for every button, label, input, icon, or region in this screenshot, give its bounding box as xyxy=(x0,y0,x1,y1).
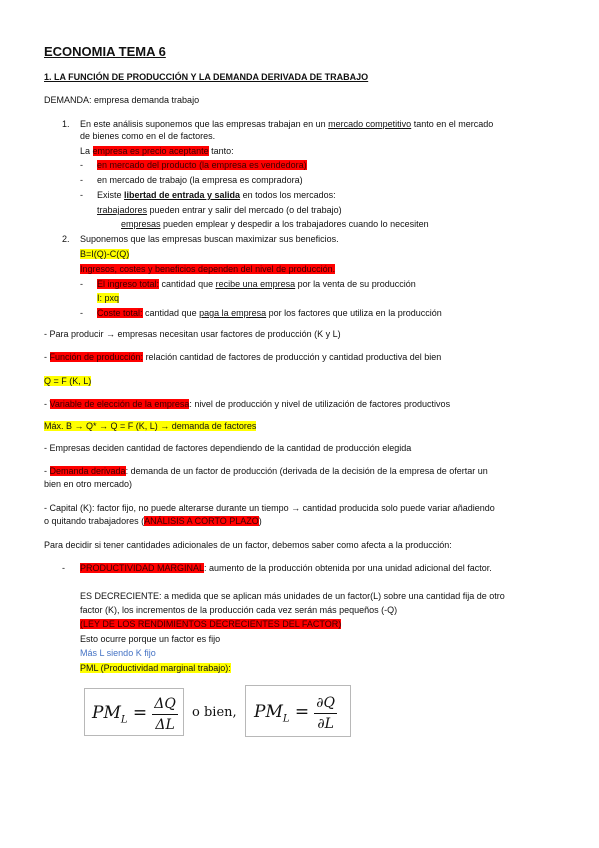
bullet-dash: - xyxy=(80,160,83,170)
item-number: 2. xyxy=(62,234,70,244)
decreasing-line: ES DECRECIENTE: a medida que se aplican más unidades de un factor(L) sobre una cantidad fija de otro xyxy=(80,591,505,601)
law-line: (LEY DE LOS RENDIMIENTOS DECRECIENTES DEL FACTOR) xyxy=(80,619,342,629)
bullet-item: en mercado de trabajo (la empresa es compradora) xyxy=(97,175,303,185)
formula-fraction-delta: $\frac{\Delta Q}{\Delta L}$ xyxy=(154,696,176,733)
blue-note: Más L siendo K fijo xyxy=(80,648,156,658)
bullet-dash: - xyxy=(80,279,83,289)
bullet-dash: - xyxy=(62,563,65,573)
paragraph: Esto ocurre porque un factor es fijo xyxy=(80,634,221,644)
pml-label: PML (Productividad marginal trabajo): xyxy=(80,663,231,673)
paragraph: - Demanda derivada: demanda de un factor de producción (derivada de la decisión de la empresa de ofertar un xyxy=(44,466,488,476)
item-number: 1. xyxy=(62,119,70,129)
income-equation: I: pxq xyxy=(97,293,120,303)
paragraph: - Función de producción: relación cantidad de factores de producción y cantidad productiva del bien xyxy=(44,352,442,362)
formula-box-partial xyxy=(245,685,351,737)
sub-line: trabajadores pueden entrar y salir del mercado (o del trabajo) xyxy=(97,205,342,215)
sub-line: empresas pueden emplear y despedir a los trabajadores cuando lo necesiten xyxy=(121,219,429,229)
formula-fraction-partial: $\frac{\partial Q}{\partial L}$ xyxy=(316,695,335,732)
formula-lhs: $PM_L$ = xyxy=(254,702,310,725)
page-title: ECONOMIA TEMA 6 xyxy=(44,44,166,59)
benefit-equation: B=I(Q)-C(Q) xyxy=(80,249,130,259)
paragraph: o quitando trabajadores (ANÁLISIS A CORTO PLAZO) xyxy=(44,516,262,526)
formula-box-delta xyxy=(84,688,184,736)
item1-line3: La empresa es precio aceptante tanto: xyxy=(80,146,234,156)
marginal-productivity-line: PRODUCTIVIDAD MARGINAL: aumento de la producción obtenida por una unidad adicional del factor. xyxy=(80,563,492,573)
bullet-dash: - xyxy=(80,190,83,200)
item1-line1: En este análisis suponemos que las empresas trabajan en un mercado competitivo tanto en el mercado xyxy=(80,119,494,129)
demanda-line: DEMANDA: empresa demanda trabajo xyxy=(44,95,200,105)
o-bien-text: o bien, xyxy=(192,705,237,720)
section-heading: 1. LA FUNCIÓN DE PRODUCCIÓN Y LA DEMANDA DERIVADA DE TRABAJO xyxy=(44,72,369,82)
paragraph: - Para producir → empresas necesitan usar factores de producción (K y L) xyxy=(44,329,341,339)
bullet-dash: - xyxy=(80,308,83,318)
bullet-dash: - xyxy=(80,175,83,185)
item2-line1: Suponemos que las empresas buscan maximizar sus beneficios. xyxy=(80,234,339,244)
paragraph: Para decidir si tener cantidades adicionales de un factor, debemos saber como afecta a la producción: xyxy=(44,540,452,550)
production-function: Q = F (K, L) xyxy=(44,376,92,386)
paragraph: - Capital (K): factor fijo, no puede alterarse durante un tiempo → cantidad producida solo puede variar añadiendo xyxy=(44,503,495,513)
bullet-item: Existe libertad de entrada y salida en todos los mercados: xyxy=(97,190,336,200)
bullet-item: en mercado del producto (la empresa es vendedora) xyxy=(97,160,307,170)
paragraph: bien en otro mercado) xyxy=(44,479,133,489)
paragraph: - Variable de elección de la empresa: nivel de producción y nivel de utilización de factores productivos xyxy=(44,399,451,409)
formula-lhs: $PM_L$ = xyxy=(92,703,148,726)
paragraph: - Empresas deciden cantidad de factores dependiendo de la cantidad de producción elegida xyxy=(44,443,412,453)
bullet-item: El ingreso total: cantidad que recibe una empresa por la venta de su producción xyxy=(97,279,416,289)
bullet-item: Coste total: cantidad que paga la empresa por los factores que utiliza en la producción xyxy=(97,308,442,318)
highlight-line: Ingresos, costes y beneficios dependen del nivel de producción. xyxy=(80,264,336,274)
item1-line2: de bienes como en el de factores. xyxy=(80,131,216,141)
max-chain: Máx. B → Q* → Q = F (K, L) → demanda de factores xyxy=(44,421,257,431)
decreasing-line: factor (K), los incrementos de la producción cada vez serán más pequeños (-Q) xyxy=(80,605,398,615)
